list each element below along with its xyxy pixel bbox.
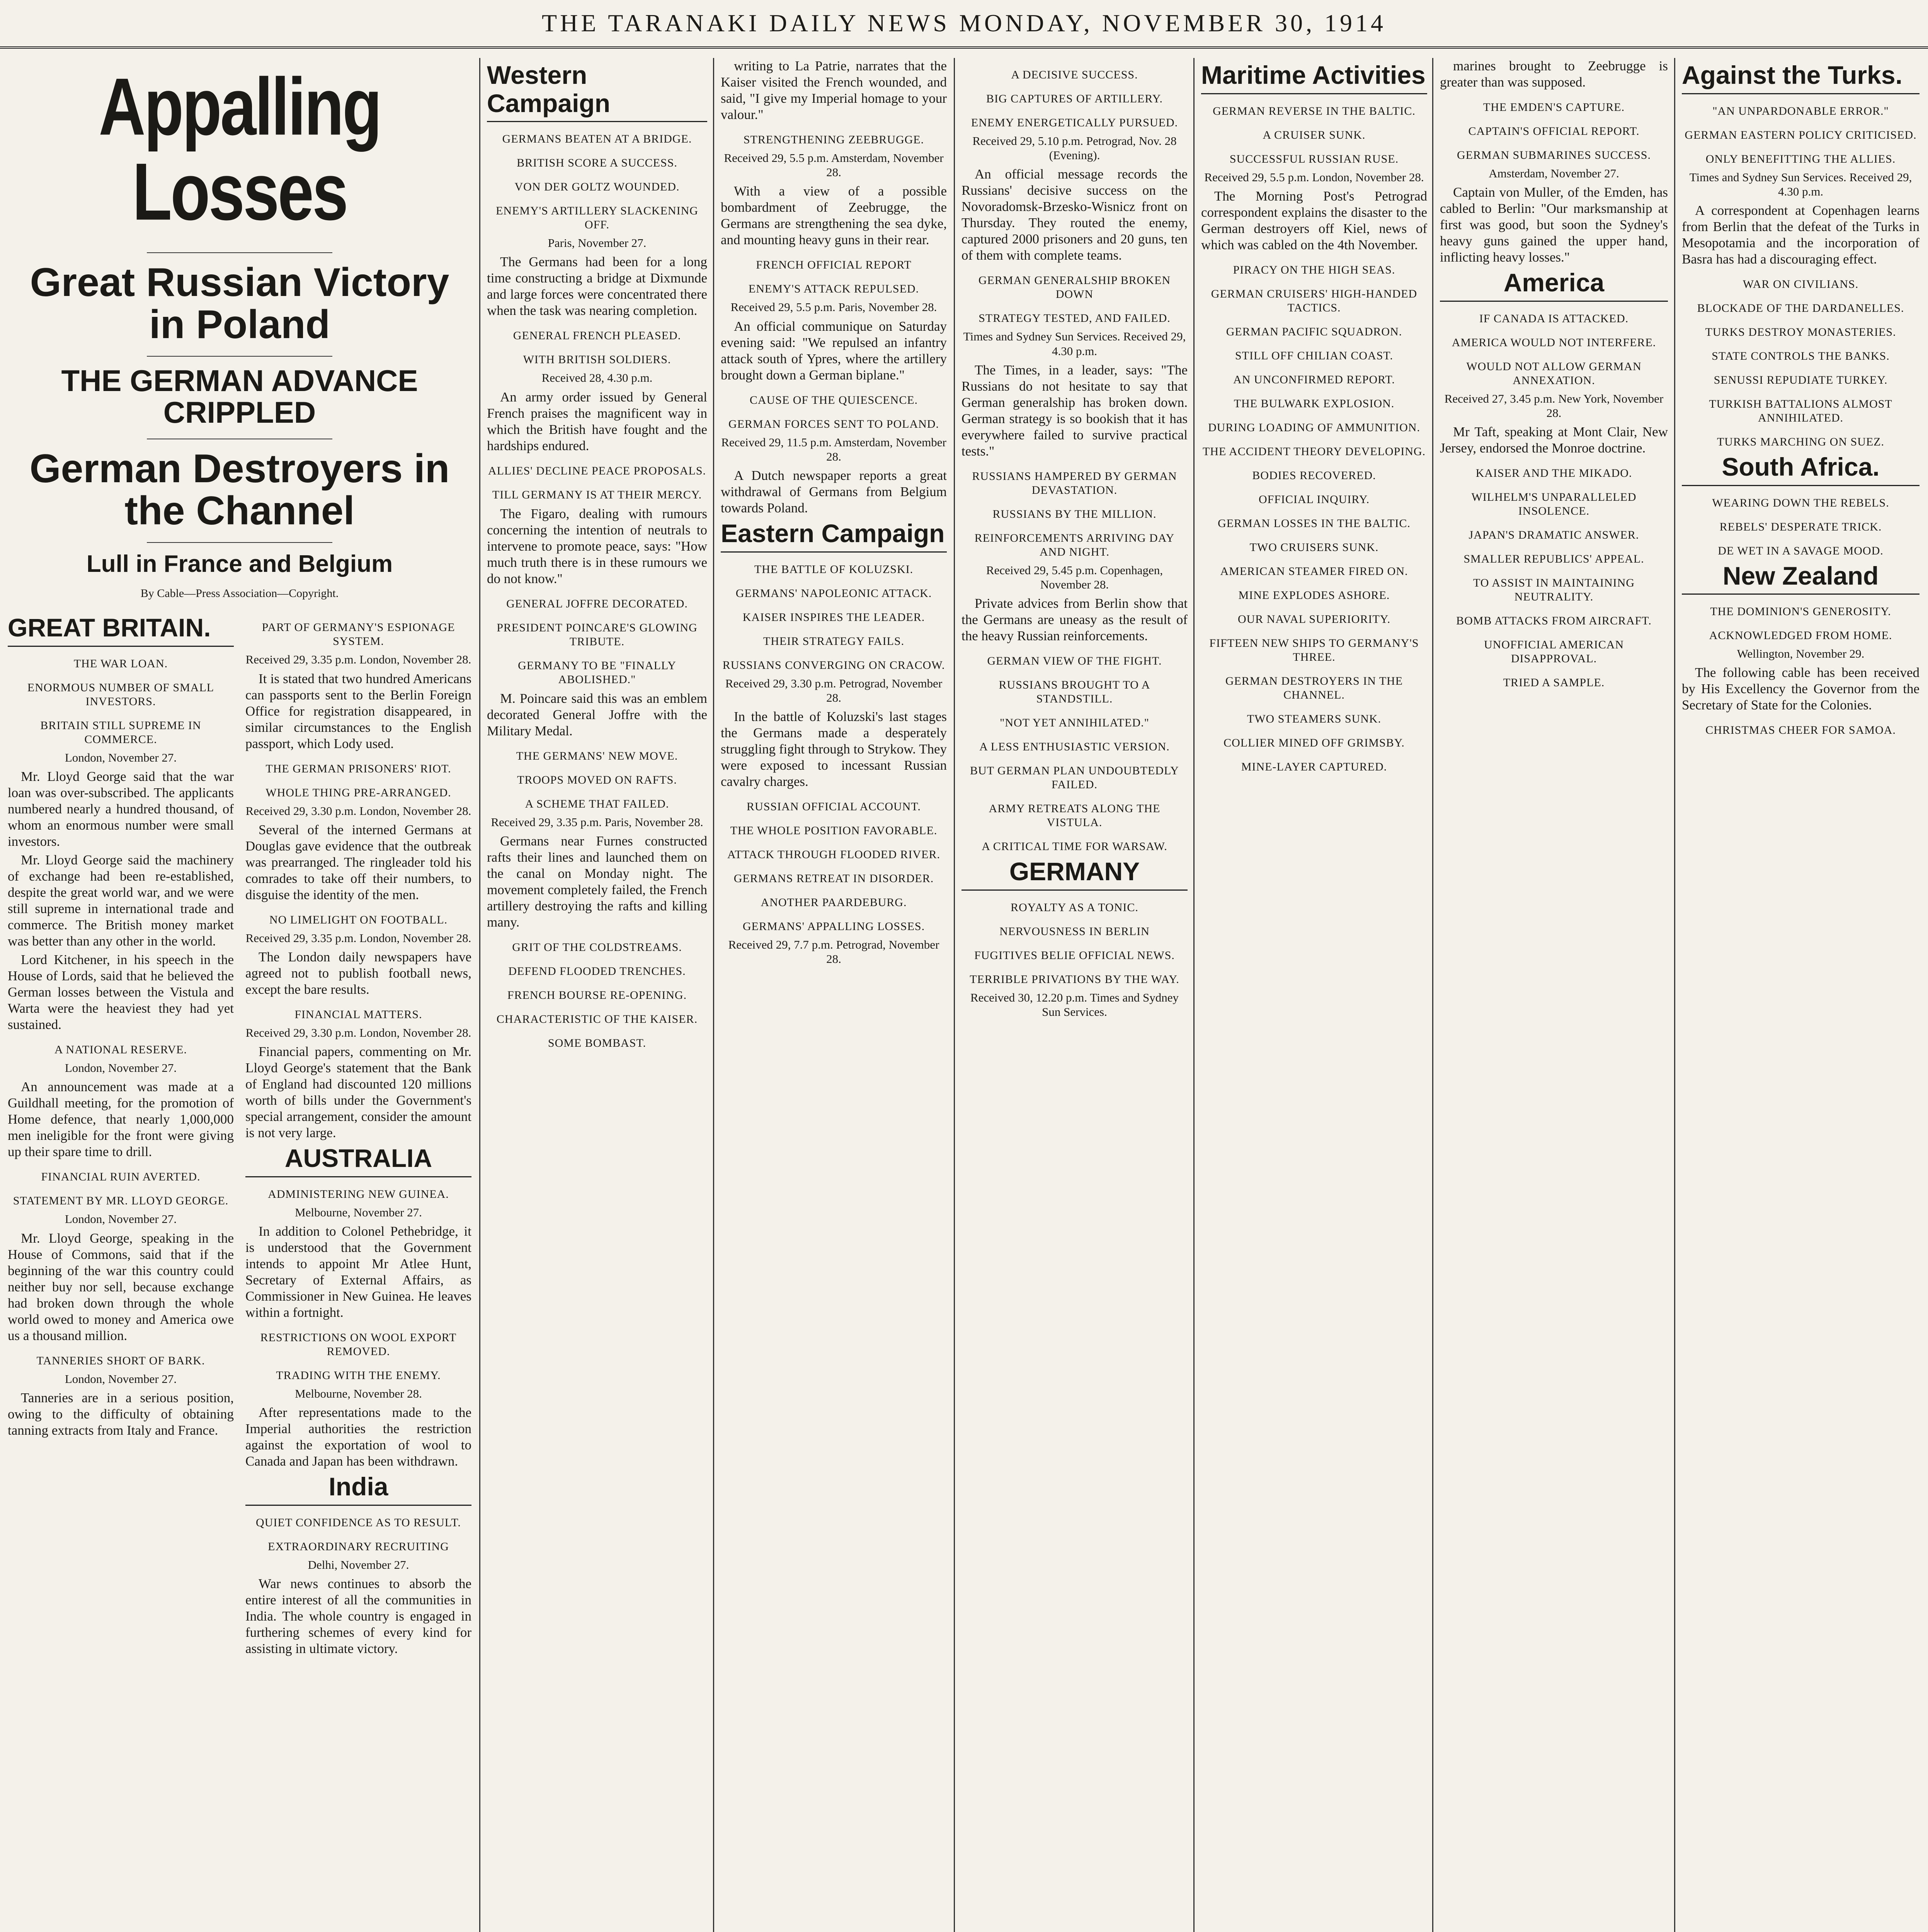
subhead: COLLIER MINED OFF GRIMSBY. xyxy=(1224,736,1405,749)
paragraph: The following cable has been received by His Excellency the Governor from the Secretary of State for the Colonies. xyxy=(1682,665,1919,713)
subhead: GERMAN LOSSES IN THE BALTIC. xyxy=(1218,517,1411,530)
section-maritime-activities: Maritime Activities xyxy=(1201,61,1427,94)
paragraph: An official message records the Russians' decisive success on the Novoradomsk-Brzesko-Wisnicz front on Thursday. They routed the enemy, captured 2000 prisoners and 20 guns, ten of them with complete teams. xyxy=(961,167,1188,263)
subhead: "NOT YET ANNIHILATED." xyxy=(1000,716,1149,730)
subhead: SUCCESSFUL RUSSIAN RUSE. xyxy=(1229,152,1399,165)
subhead: "AN UNPARDONABLE ERROR." xyxy=(1712,104,1889,117)
section-india: India xyxy=(245,1473,471,1506)
paragraph: Lord Kitchener, in his speech in the House of Lords, said that he believed the German losses between the Vistula and Warta were the heaviest they had yet sustained. xyxy=(8,952,234,1032)
paragraph: The Figaro, dealing with rumours concerning the intention of neutrals to intervene to promote peace, says: "How much truth there is in these rumours we do not know." xyxy=(487,506,707,586)
subhead: KAISER AND THE MIKADO. xyxy=(1475,467,1632,480)
subhead: WILHELM'S UNPARALLELED INSOLENCE. xyxy=(1471,491,1637,518)
subhead: TO ASSIST IN MAINTAINING NEUTRALITY. xyxy=(1473,577,1635,604)
headline-german-destroyers: German Destroyers in the Channel xyxy=(29,446,450,534)
paragraph: A Dutch newspaper reports a great withdrawal of Germans from Belgium towards Poland. xyxy=(721,468,947,515)
paragraph: An army order issued by General French praises the magnificent way in which the British have fought and the hardships endured. xyxy=(487,389,707,453)
subhead: ADMINISTERING NEW GUINEA. xyxy=(268,1187,449,1201)
subhead: DURING LOADING OF AMMUNITION. xyxy=(1208,421,1420,434)
subhead: THE DOMINION'S GENEROSITY. xyxy=(1710,605,1891,618)
subhead: GERMANY TO BE "FINALLY ABOLISHED." xyxy=(518,659,676,686)
subhead: A LESS ENTHUSIASTIC VERSION. xyxy=(979,740,1170,753)
subhead: TURKS DESTROY MONASTERIES. xyxy=(1705,325,1896,338)
subhead: ACKNOWLEDGED FROM HOME. xyxy=(1709,629,1892,642)
subhead: GERMAN EASTERN POLICY CRITICISED. xyxy=(1685,128,1917,141)
subhead: CHRISTMAS CHEER FOR SAMOA. xyxy=(1705,724,1896,737)
subhead: JAPAN'S DRAMATIC ANSWER. xyxy=(1469,529,1639,542)
headline-russian-victory: Great Russian Victory in Poland xyxy=(30,260,449,347)
paragraph: A correspondent at Copenhagen learns from Berlin that the defeat of the Turks in Mesopotamia and the incorporation of Basra has had a discouraging effect. xyxy=(1682,202,1919,267)
subhead: PRESIDENT POINCARE'S GLOWING TRIBUTE. xyxy=(497,621,698,648)
subhead: RESTRICTIONS ON WOOL EXPORT REMOVED. xyxy=(260,1331,457,1358)
subhead: ARMY RETREATS ALONG THE VISTULA. xyxy=(989,802,1161,829)
subhead: FRENCH BOURSE RE-OPENING. xyxy=(507,988,687,1002)
subhead: RUSSIANS CONVERGING ON CRACOW. xyxy=(722,658,945,672)
subhead: A NATIONAL RESERVE. xyxy=(54,1043,187,1056)
paragraph: Germans near Furnes constructed rafts their lines and launched them on the canal on Monday night. The movement completely failed, the French artillery destroying the rafts and killing many. xyxy=(487,833,707,930)
subhead: BIG CAPTURES OF ARTILLERY. xyxy=(986,92,1163,105)
subhead: A CRITICAL TIME FOR WARSAW. xyxy=(982,840,1167,853)
headline-german-advance: THE GERMAN ADVANCE CRIPPLED xyxy=(61,364,418,430)
divider xyxy=(147,542,332,543)
subhead: SENUSSI REPUDIATE TURKEY. xyxy=(1714,373,1888,386)
subhead: RUSSIAN OFFICIAL ACCOUNT. xyxy=(747,800,921,813)
dateline: Received 29, 11.5 p.m. Amsterdam, November 28. xyxy=(721,435,946,463)
dateline: Wellington, November 29. xyxy=(1737,647,1865,661)
subhead: A DECISIVE SUCCESS. xyxy=(1011,68,1138,81)
dateline: Times and Sydney Sun Services. Received 29, 4.30 p.m. xyxy=(963,330,1186,358)
subhead: A SCHEME THAT FAILED. xyxy=(525,797,669,810)
subhead: ENEMY'S ATTACK REPULSED. xyxy=(748,282,919,296)
column-rule xyxy=(713,58,714,1932)
paragraph: Tanneries are in a serious position, owing to the difficulty of obtaining tanning extracts from Italy and France. xyxy=(8,1390,234,1438)
subhead: SOME BOMBAST. xyxy=(548,1036,647,1049)
subhead: NO LIMELIGHT ON FOOTBALL. xyxy=(269,913,448,926)
dateline: London, November 27. xyxy=(65,751,177,764)
column-rule xyxy=(479,58,480,1932)
dateline: Received 29, 5.5 p.m. London, November 28. xyxy=(1204,170,1424,184)
paragraph: It is stated that two hundred Americans can passports sent to the Berlin Foreign Office for registration disappeared, in similar circumstances to the English passport, which Lody used. xyxy=(245,671,471,751)
column-eastern-continued xyxy=(961,58,1188,1932)
subhead: WITH BRITISH SOLDIERS. xyxy=(523,353,671,366)
subhead: GERMANS RETREAT IN DISORDER. xyxy=(733,872,934,885)
subhead: GERMAN SUBMARINES SUCCESS. xyxy=(1457,149,1651,162)
subhead: AMERICA WOULD NOT INTERFERE. xyxy=(1452,336,1656,349)
subhead: GERMAN REVERSE IN THE BALTIC. xyxy=(1213,104,1416,117)
subhead: ALLIES' DECLINE PEACE PROPOSALS. xyxy=(488,464,706,477)
paragraph: The Morning Post's Petrograd correspondent explains the disaster to the German destroyers off Kiel, news of which was cabled on the 4th November. xyxy=(1201,188,1427,252)
subhead: TANNERIES SHORT OF BARK. xyxy=(36,1354,205,1367)
subhead: VON DER GOLTZ WOUNDED. xyxy=(514,180,680,194)
dateline: Melbourne, November 28. xyxy=(295,1386,422,1400)
subhead: FIFTEEN NEW SHIPS TO GERMANY'S THREE. xyxy=(1209,636,1419,663)
dateline: London, November 27. xyxy=(65,1372,177,1386)
section-new-zealand: New Zealand xyxy=(1682,562,1919,595)
column-rule xyxy=(1674,58,1675,1932)
subhead: THE EMDEN'S CAPTURE. xyxy=(1483,101,1625,114)
dateline: Received 29, 3.30 p.m. Petrograd, November 28. xyxy=(725,676,943,704)
paragraph: Mr. Lloyd George said the machinery of exchange had been re-established, despite the great world war, and we were still supreme in international trade and commerce. The British money market was better than any other in the world. xyxy=(8,852,234,949)
subhead: GRIT OF THE COLDSTREAMS. xyxy=(512,940,682,954)
subhead: GERMAN GENERALSHIP BROKEN DOWN xyxy=(978,274,1171,301)
dateline: Received 29, 3.35 p.m. London, November 28. xyxy=(245,931,471,945)
subhead: THE BULWARK EXPLOSION. xyxy=(1234,397,1395,410)
paragraph: War news continues to absorb the entire interest of all the communities in India. The whole country is engaged in furthering schemes of every kind for assisting in ultimate victory. xyxy=(245,1576,471,1656)
subhead: THEIR STRATEGY FAILS. xyxy=(763,634,905,648)
subhead: IF CANADA IS ATTACKED. xyxy=(1479,312,1629,325)
dateline: Melbourne, November 27. xyxy=(295,1205,422,1219)
subhead: RUSSIANS BY THE MILLION. xyxy=(992,507,1157,520)
subhead: WHOLE THING PRE-ARRANGED. xyxy=(265,786,451,799)
subhead: RUSSIANS BROUGHT TO A STANDSTILL. xyxy=(999,679,1150,706)
dateline: Amsterdam, November 27. xyxy=(1489,167,1619,180)
subhead: UNOFFICIAL AMERICAN DISAPPROVAL. xyxy=(1484,638,1624,665)
paragraph: With a view of a possible bombardment of Zeebrugge, the Germans are strengthening the sea dyke, and mounting heavy guns in their rear. xyxy=(721,184,947,248)
section-against-the-turks: Against the Turks. xyxy=(1682,61,1919,94)
subhead: STRENGTHENING ZEEBRUGGE. xyxy=(743,133,924,146)
column-rule xyxy=(1432,58,1433,1932)
subhead: GERMAN FORCES SENT TO POLAND. xyxy=(728,417,939,430)
subhead: BLOCKADE OF THE DARDANELLES. xyxy=(1697,301,1904,315)
subhead: REBELS' DESPERATE TRICK. xyxy=(1719,520,1882,533)
subhead: TWO CRUISERS SUNK. xyxy=(1249,541,1379,554)
subhead: BODIES RECOVERED. xyxy=(1252,469,1376,482)
subhead: STILL OFF CHILIAN COAST. xyxy=(1235,349,1393,362)
dateline: Received 30, 12.20 p.m. Times and Sydney Sun Services. xyxy=(970,990,1179,1019)
subhead: MINE EXPLODES ASHORE. xyxy=(1238,588,1390,602)
subhead: TROOPS MOVED ON RAFTS. xyxy=(517,773,677,786)
dateline: London, November 27. xyxy=(65,1061,177,1075)
column-maritime xyxy=(1201,58,1427,1932)
subhead: THE GERMAN PRISONERS' RIOT. xyxy=(265,762,451,775)
subhead: FINANCIAL RUIN AVERTED. xyxy=(41,1170,201,1184)
column-rule xyxy=(954,58,955,1932)
column-front-lead xyxy=(8,58,471,1932)
subhead: TURKISH BATTALIONS ALMOST ANNIHILATED. xyxy=(1709,397,1892,424)
section-australia: AUSTRALIA xyxy=(245,1144,471,1177)
subhead: TERRIBLE PRIVATIONS BY THE WAY. xyxy=(970,973,1179,986)
dateline: Received 27, 3.45 p.m. New York, November 28. xyxy=(1444,391,1664,420)
section-south-africa: South Africa. xyxy=(1682,453,1919,486)
subhead: STATEMENT BY MR. LLOYD GEORGE. xyxy=(13,1194,229,1208)
column-campaigns xyxy=(721,58,947,1932)
subhead: EXTRAORDINARY RECRUITING xyxy=(268,1540,449,1553)
headline-lull: Lull in France and Belgium xyxy=(86,551,393,578)
dateline: Received 29, 5.10 p.m. Petrograd, Nov. 28 (Evening). xyxy=(972,134,1177,162)
subhead: THE ACCIDENT THEORY DEVELOPING. xyxy=(1202,445,1426,458)
main-headline: Appalling Losses xyxy=(99,61,381,237)
paragraph: Mr Taft, speaking at Mont Clair, New Jersey, endorsed the Monroe doctrine. xyxy=(1440,424,1668,456)
subhead: STRATEGY TESTED, AND FAILED. xyxy=(978,312,1171,325)
subhead: GERMAN DESTROYERS IN THE CHANNEL. xyxy=(1225,674,1403,701)
subhead: THE BATTLE OF KOLUZSKI. xyxy=(754,563,914,576)
paragraph: Several of the interned Germans at Douglas gave evidence that the outbreak was prearranged. The ringleader told his comrades to take off their numbers, to disguise the identity of the men. xyxy=(245,822,471,902)
dateline: Received 29, 7.7 p.m. Petrograd, November 28. xyxy=(728,937,939,966)
subhead: STATE CONTROLS THE BANKS. xyxy=(1712,349,1890,362)
subhead: GENERAL FRENCH PLEASED. xyxy=(513,329,681,342)
subhead: FINANCIAL MATTERS. xyxy=(294,1008,422,1021)
subhead: PIRACY ON THE HIGH SEAS. xyxy=(1233,263,1395,276)
subhead: FUGITIVES BELIE OFFICIAL NEWS. xyxy=(974,949,1175,962)
subhead: GERMAN VIEW OF THE FIGHT. xyxy=(987,655,1162,668)
subhead: GERMANS BEATEN AT A BRIDGE. xyxy=(502,133,692,146)
subhead: PART OF GERMANY'S ESPIONAGE SYSTEM. xyxy=(262,621,455,648)
subhead: TRADING WITH THE ENEMY. xyxy=(276,1369,441,1382)
subhead: ONLY BENEFITTING THE ALLIES. xyxy=(1705,152,1896,165)
subhead: THE WHOLE POSITION FAVORABLE. xyxy=(730,824,938,837)
subhead: TWO STEAMERS SUNK. xyxy=(1247,712,1382,725)
paragraph: The Times, in a leader, says: "The Russians do not hesitate to say that German generalship has broken down. German strategy is so bookish that it has everywhere failed to survive practical tests." xyxy=(961,362,1188,459)
subhead: THE GERMANS' NEW MOVE. xyxy=(516,749,678,762)
subhead: CHARACTERISTIC OF THE KAISER. xyxy=(496,1012,698,1026)
paragraph: Mr. Lloyd George said that the war loan was over-subscribed. The applicants numbered nearly a hundred thousand, of whom an enormous number were small investors. xyxy=(8,769,234,849)
subhead: OFFICIAL INQUIRY. xyxy=(1258,493,1370,506)
subhead: GERMAN PACIFIC SQUADRON. xyxy=(1226,325,1402,338)
subhead: WOULD NOT ALLOW GERMAN ANNEXATION. xyxy=(1466,360,1642,387)
subhead: BOMB ATTACKS FROM AIRCRAFT. xyxy=(1456,614,1652,628)
subhead: MINE-LAYER CAPTURED. xyxy=(1241,760,1387,773)
section-eastern-campaign: Eastern Campaign xyxy=(721,519,947,553)
column-turks-africa-nz xyxy=(1682,58,1919,1932)
paragraph: Financial papers, commenting on Mr. Lloyd George's statement that the Bank of England had discounted 120 millions worth of bills under the Government's special arrangement, consider the amount is not very large. xyxy=(245,1044,471,1141)
paragraph: marines brought to Zeebrugge is greater than was supposed. xyxy=(1440,58,1668,90)
masthead xyxy=(0,0,1928,49)
section-western-campaign: Western Campaign xyxy=(487,61,707,122)
subhead: GERMANS' NAPOLEONIC ATTACK. xyxy=(735,587,932,600)
subhead: DE WET IN A SAVAGE MOOD. xyxy=(1718,544,1884,557)
subhead: KAISER INSPIRES THE LEADER. xyxy=(742,611,925,624)
column-great-britain-continued xyxy=(245,611,471,1659)
dateline: Times and Sydney Sun Services. Received 29, 4.30 p.m. xyxy=(1689,170,1912,198)
dateline: Received 29, 3.30 p.m. London, November 28. xyxy=(245,1026,471,1039)
subhead: ENORMOUS NUMBER OF SMALL INVESTORS. xyxy=(27,681,214,708)
subhead: NERVOUSNESS IN BERLIN xyxy=(999,925,1150,938)
dateline: Received 29, 3.30 p.m. London, November 28. xyxy=(245,804,471,818)
paragraph: The Germans had been for a long time constructing a bridge at Dixmunde and large forces were concentrated there when the task was nearing completion. xyxy=(487,254,707,318)
column-emden-america xyxy=(1440,58,1668,1932)
subhead: ENEMY ENERGETICALLY PURSUED. xyxy=(971,116,1178,129)
paragraph: The London daily newspapers have agreed not to publish football news, except the bare results. xyxy=(245,949,471,997)
paragraph: M. Poincare said this was an emblem decorated General Joffre with the Military Medal. xyxy=(487,690,707,738)
subhead: SMALLER REPUBLICS' APPEAL. xyxy=(1463,553,1644,566)
subhead: BUT GERMAN PLAN UNDOUBTEDLY FAILED. xyxy=(970,764,1179,791)
divider xyxy=(147,356,332,357)
byline: By Cable—Press Association—Copyright. xyxy=(140,587,339,600)
subhead: RUSSIANS HAMPERED BY GERMAN DEVASTATION. xyxy=(972,469,1177,497)
subhead: ATTACK THROUGH FLOODED RIVER. xyxy=(727,848,941,861)
divider xyxy=(147,252,332,253)
section-germany: GERMANY xyxy=(961,857,1188,891)
subhead: FRENCH OFFICIAL REPORT xyxy=(756,259,912,272)
paragraph: An announcement was made at a Guildhall meeting, for the promotion of Home defence, that nearly 1,000,000 men ineligible for the front were giving up their spare time to drill. xyxy=(8,1079,234,1160)
subhead: OUR NAVAL SUPERIORITY. xyxy=(1237,612,1391,626)
section-great-britain: GREAT BRITAIN. xyxy=(8,614,234,647)
dateline: Paris, November 27. xyxy=(548,236,647,250)
subhead: GERMANS' APPALLING LOSSES. xyxy=(742,920,925,933)
paragraph: Private advices from Berlin show that the Germans are uneasy as the result of the heavy Russian reinforcements. xyxy=(961,596,1188,644)
section-america: America xyxy=(1440,269,1668,302)
subhead: GENERAL JOFFRE DECORATED. xyxy=(506,597,688,610)
paragraph: After representations made to the Imperial authorities the restriction against the exportation of wool to Canada and Japan has been withdrawn. xyxy=(245,1405,471,1469)
dateline: Received 29, 5.45 p.m. Copenhagen, November 28. xyxy=(986,563,1163,591)
subhead: ENEMY'S ARTILLERY SLACKENING OFF. xyxy=(496,204,698,231)
paragraph: In addition to Colonel Pethebridge, it is understood that the Government intends to appoint Mr Atlee Hunt, Secretary of External Affairs, as Commissioner in New Guinea. He leaves within a fortnight. xyxy=(245,1223,471,1320)
column-rule xyxy=(1193,58,1195,1932)
subhead: TRIED A SAMPLE. xyxy=(1503,676,1605,689)
subhead: CAPTAIN'S OFFICIAL REPORT. xyxy=(1468,125,1640,138)
subhead: A CRUISER SUNK. xyxy=(1263,128,1366,141)
subhead: QUIET CONFIDENCE AS TO RESULT. xyxy=(256,1516,461,1529)
subhead: ANOTHER PAARDEBURG. xyxy=(761,896,907,909)
subhead: THE WAR LOAN. xyxy=(73,657,168,670)
subhead: WEARING DOWN THE REBELS. xyxy=(1712,496,1889,509)
subhead: REINFORCEMENTS ARRIVING DAY AND NIGHT. xyxy=(974,531,1175,558)
dateline: London, November 27. xyxy=(65,1212,177,1226)
column-western-campaign xyxy=(487,58,707,1932)
dateline: Received 29, 3.35 p.m. London, November 28. xyxy=(245,653,471,667)
subhead: AMERICAN STEAMER FIRED ON. xyxy=(1220,565,1408,578)
subhead: TURKS MARCHING ON SUEZ. xyxy=(1717,435,1885,448)
dateline: Received 28, 4.30 p.m. xyxy=(541,371,653,385)
subhead: WAR ON CIVILIANS. xyxy=(1743,277,1859,291)
paragraph: writing to La Patrie, narrates that the Kaiser visited the French wounded, and said, "I give my Imperial homage to your valour." xyxy=(721,58,947,122)
dateline: Received 29, 3.35 p.m. Paris, November 28. xyxy=(491,815,703,829)
paragraph: In the battle of Koluzski's last stages the Germans made a desperately struggling fight through to Strykow. They were exposed to incessant Russian cavalry charges. xyxy=(721,709,947,789)
subhead: BRITISH SCORE A SUCCESS. xyxy=(517,156,677,170)
subhead: GERMAN CRUISERS' HIGH-HANDED TACTICS. xyxy=(1211,287,1417,314)
subhead: CAUSE OF THE QUIESCENCE. xyxy=(749,393,918,406)
subhead: AN UNCONFIRMED REPORT. xyxy=(1233,373,1395,386)
subhead: TILL GERMANY IS AT THEIR MERCY. xyxy=(492,488,702,501)
subhead: DEFEND FLOODED TRENCHES. xyxy=(508,964,686,978)
paragraph: Mr. Lloyd George, speaking in the House of Commons, said that if the beginning of the war this country could neither buy nor sell, because exchange had broken down through the whole world owed to money and America owe us a thousand million. xyxy=(8,1230,234,1343)
subhead: BRITAIN STILL SUPREME IN COMMERCE. xyxy=(40,719,201,746)
paragraph: Captain von Muller, of the Emden, has cabled to Berlin: "Our marksmanship at first was good, but soon the Sydney's heavy guns gained the upper hand, inflicting heavy losses." xyxy=(1440,185,1668,265)
dateline: Delhi, November 27. xyxy=(308,1558,409,1571)
subhead: ROYALTY AS A TONIC. xyxy=(1011,901,1138,914)
masthead-title: THE TARANAKI DAILY NEWS MONDAY, NOVEMBER 30, 1914 xyxy=(542,9,1386,37)
dateline: Received 29, 5.5 p.m. Amsterdam, November 28. xyxy=(724,151,944,179)
dateline: Received 29, 5.5 p.m. Paris, November 28. xyxy=(730,300,937,314)
paragraph: An official communique on Saturday evening said: "We repulsed an infantry attack south of Ypres, where the artillery brought down a German biplane." xyxy=(721,318,947,383)
